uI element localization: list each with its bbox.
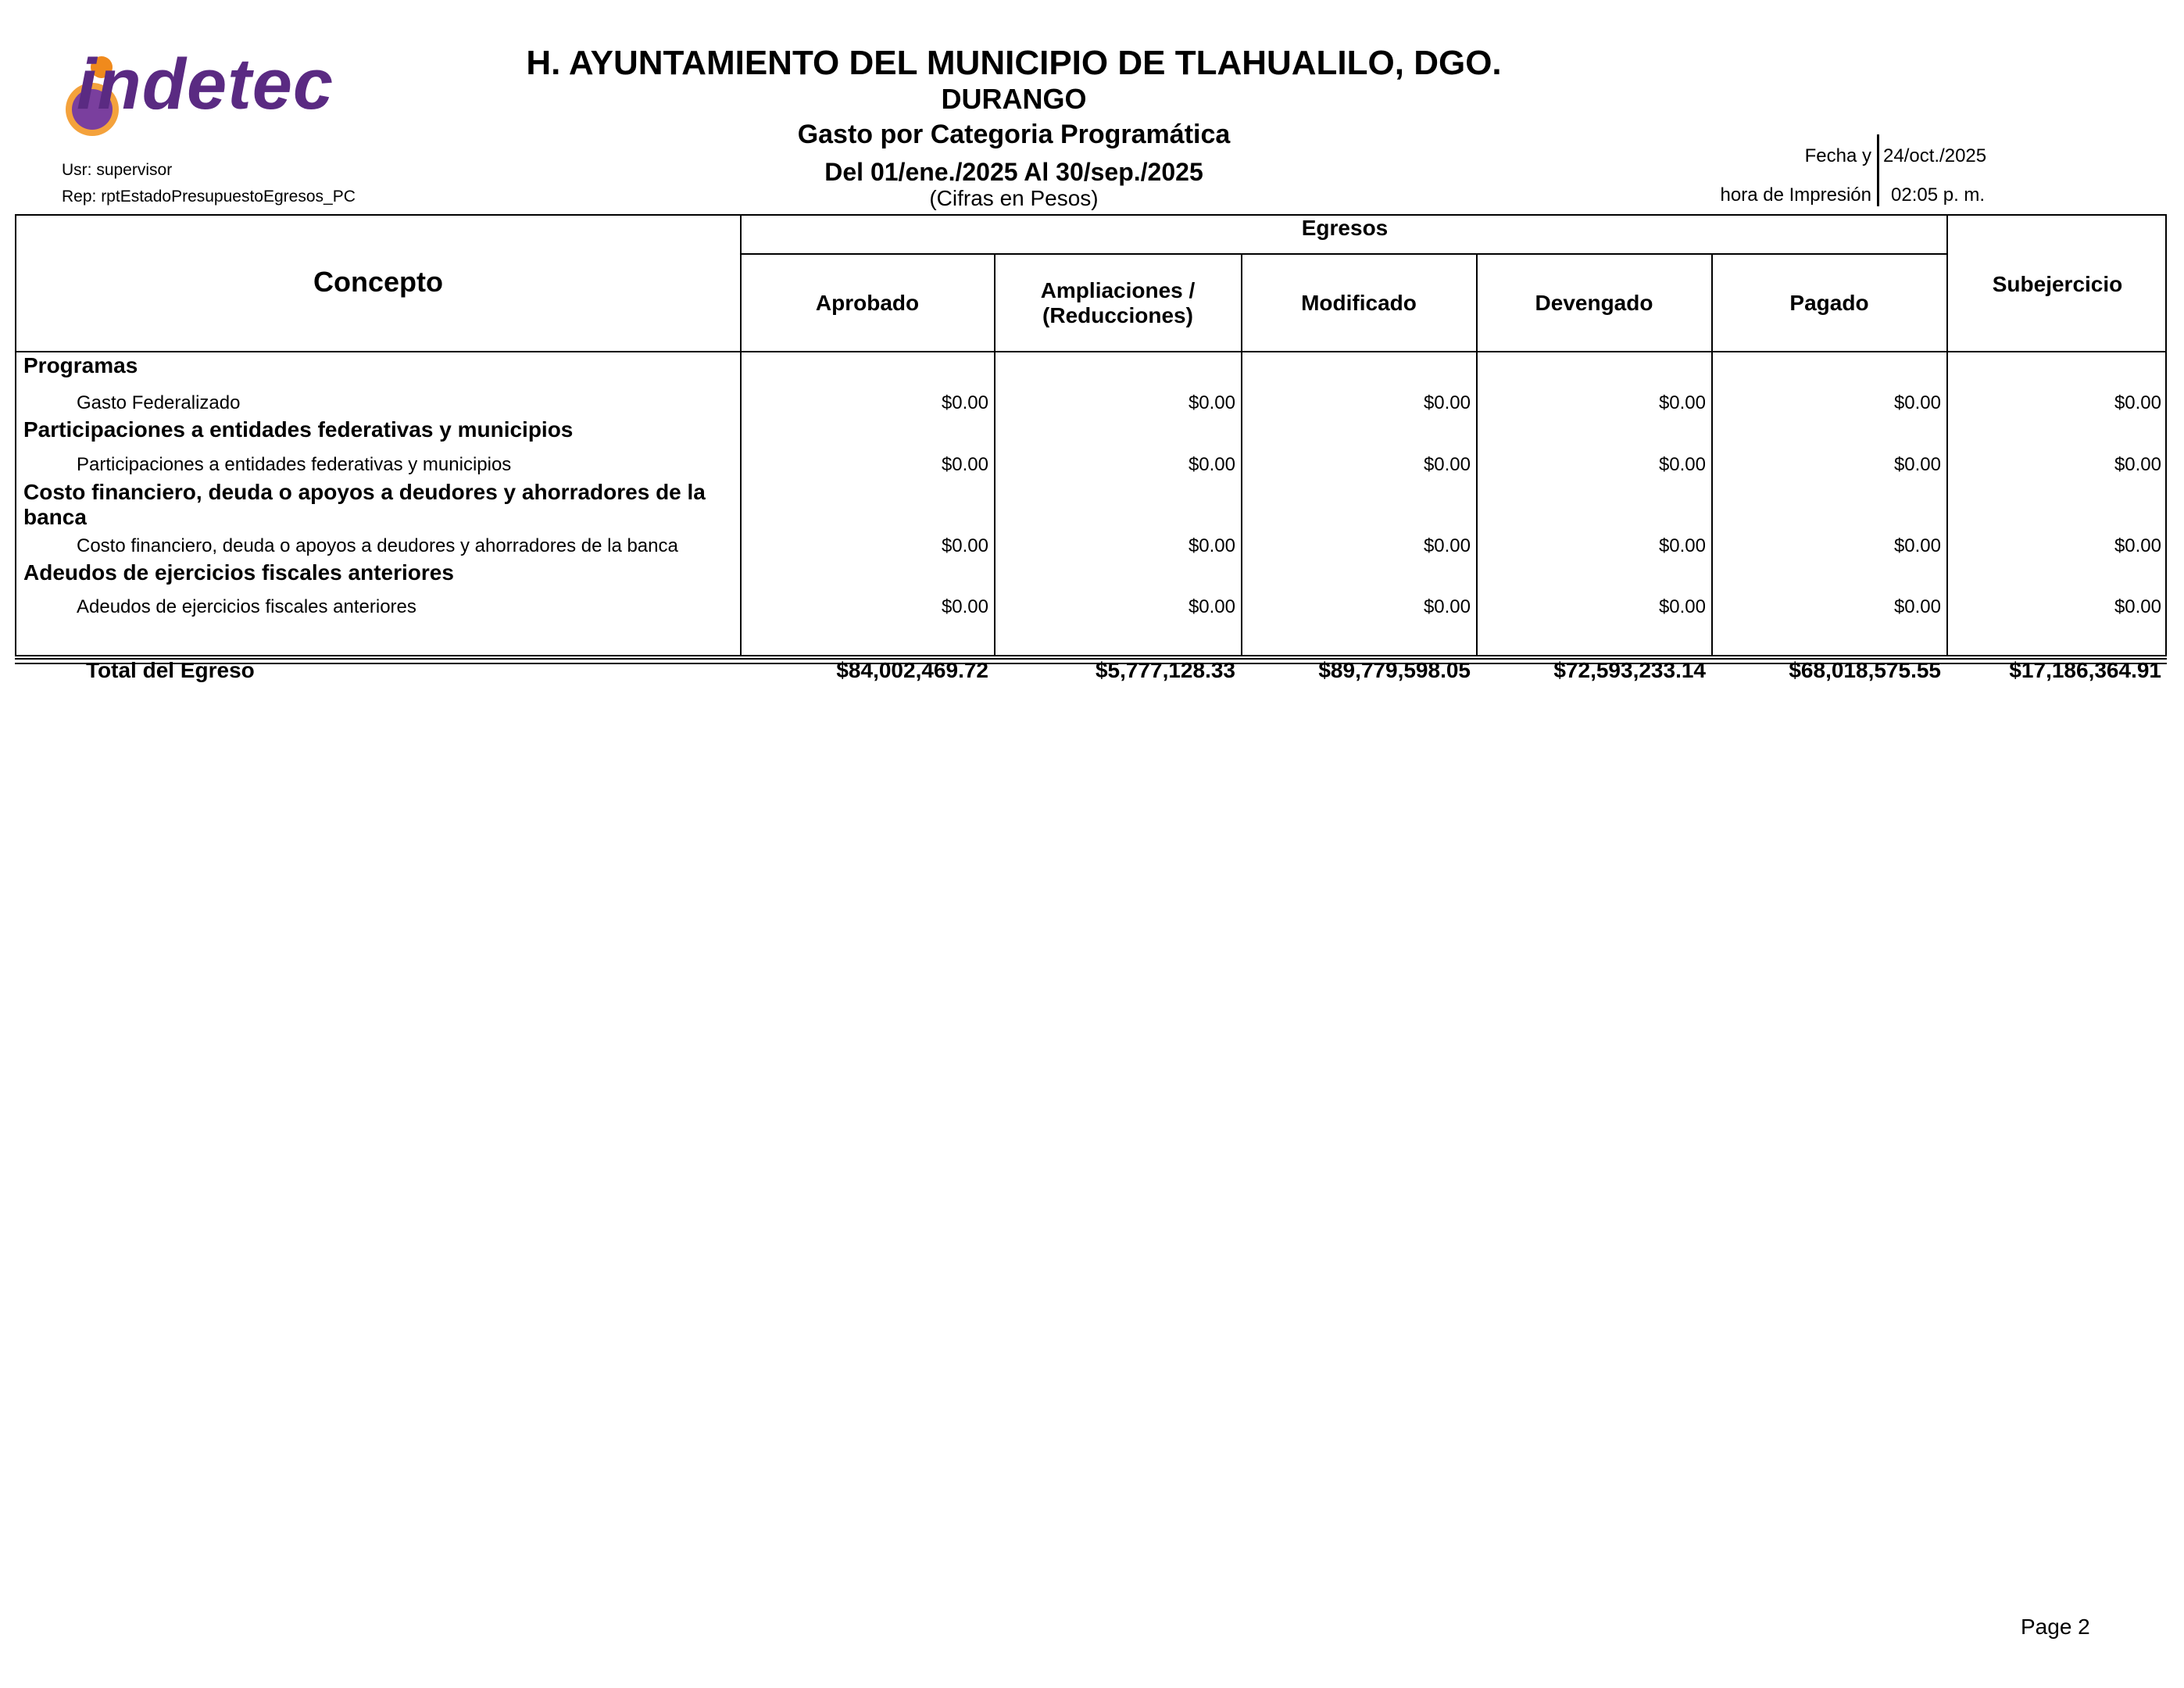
- date-separator: [1877, 134, 1879, 206]
- hora-label: hora de Impresión: [1720, 184, 1871, 206]
- value-subejercicio: $0.00: [2114, 392, 2161, 413]
- item-label: Participaciones a entidades federativas y municipios: [77, 454, 512, 475]
- item-label: Adeudos de ejercicios fiscales anteriores: [77, 596, 416, 617]
- page-number: Page 2: [2021, 1615, 2090, 1639]
- total-subejercicio: $17,186,364.91: [2009, 658, 2161, 682]
- header-subejercicio: Subejercicio: [1992, 272, 2123, 296]
- value-devengado: $0.00: [1658, 454, 1706, 475]
- value-devengado: $0.00: [1658, 596, 1706, 617]
- value-devengado: $0.00: [1658, 535, 1706, 556]
- header-ampliaciones-line1: Ampliaciones /: [1040, 278, 1196, 302]
- value-modificado: $0.00: [1423, 596, 1471, 617]
- hora-value: 02:05 p. m.: [1891, 184, 1986, 206]
- total-label: Total del Egreso: [86, 658, 255, 682]
- value-aprobado: $0.00: [941, 596, 988, 617]
- user-label: Usr: supervisor: [62, 161, 173, 179]
- item-label: Costo financiero, deuda o apoyos a deudores y ahorradores de la banca: [77, 535, 678, 556]
- total-ampliaciones: $5,777,128.33: [1095, 658, 1235, 682]
- value-pagado: $0.00: [1893, 535, 1941, 556]
- value-ampliaciones: $0.00: [1188, 535, 1235, 556]
- group-title: Participaciones a entidades federativas y municipios: [23, 417, 574, 442]
- header-divider: [15, 351, 2167, 352]
- header-modificado: Modificado: [1301, 291, 1417, 315]
- egresos-divider: [740, 253, 1948, 255]
- value-modificado: $0.00: [1423, 535, 1471, 556]
- header-aprobado: Aprobado: [815, 291, 920, 315]
- value-subejercicio: $0.00: [2114, 596, 2161, 617]
- total-pagado: $68,018,575.55: [1789, 658, 1941, 682]
- value-pagado: $0.00: [1893, 596, 1941, 617]
- group-title: Programas: [23, 353, 138, 377]
- header-egresos: Egresos: [1301, 216, 1389, 240]
- group-title: Costo financiero, deuda o apoyos a deudores y ahorradores de la banca: [23, 480, 706, 529]
- logo-wordmark: indetec: [77, 45, 334, 124]
- report-state: DURANGO: [941, 83, 1087, 115]
- total-modificado: $89,779,598.05: [1318, 658, 1471, 682]
- value-aprobado: $0.00: [941, 392, 988, 413]
- header-ampliaciones-line2: (Reducciones): [1042, 303, 1193, 327]
- header-concepto: Concepto: [313, 266, 443, 298]
- value-subejercicio: $0.00: [2114, 535, 2161, 556]
- value-aprobado: $0.00: [941, 535, 988, 556]
- group-title: Adeudos de ejercicios fiscales anteriores: [23, 560, 454, 585]
- value-ampliaciones: $0.00: [1188, 392, 1235, 413]
- value-devengado: $0.00: [1658, 392, 1706, 413]
- total-aprobado: $84,002,469.72: [836, 658, 988, 682]
- value-modificado: $0.00: [1423, 454, 1471, 475]
- report-title: H. AYUNTAMIENTO DEL MUNICIPIO DE TLAHUALILO, DGO.: [526, 44, 1502, 82]
- value-ampliaciones: $0.00: [1188, 596, 1235, 617]
- report-name: Gasto por Categoria Programática: [797, 120, 1231, 149]
- item-label: Gasto Federalizado: [77, 392, 241, 413]
- header-devengado: Devengado: [1535, 291, 1653, 315]
- value-pagado: $0.00: [1893, 454, 1941, 475]
- total-devengado: $72,593,233.14: [1553, 658, 1706, 682]
- fecha-value: 24/oct./2025: [1883, 145, 1987, 166]
- value-pagado: $0.00: [1893, 392, 1941, 413]
- value-aprobado: $0.00: [941, 454, 988, 475]
- value-subejercicio: $0.00: [2114, 454, 2161, 475]
- fecha-label: Fecha y: [1804, 145, 1871, 166]
- report-units: (Cifras en Pesos): [929, 186, 1099, 210]
- header-ampliaciones: [995, 278, 1241, 328]
- value-ampliaciones: $0.00: [1188, 454, 1235, 475]
- value-modificado: $0.00: [1423, 392, 1471, 413]
- report-id-label: Rep: rptEstadoPresupuestoEgresos_PC: [62, 188, 356, 206]
- header-pagado: Pagado: [1789, 291, 1869, 315]
- report-period: Del 01/ene./2025 Al 30/sep./2025: [824, 158, 1203, 186]
